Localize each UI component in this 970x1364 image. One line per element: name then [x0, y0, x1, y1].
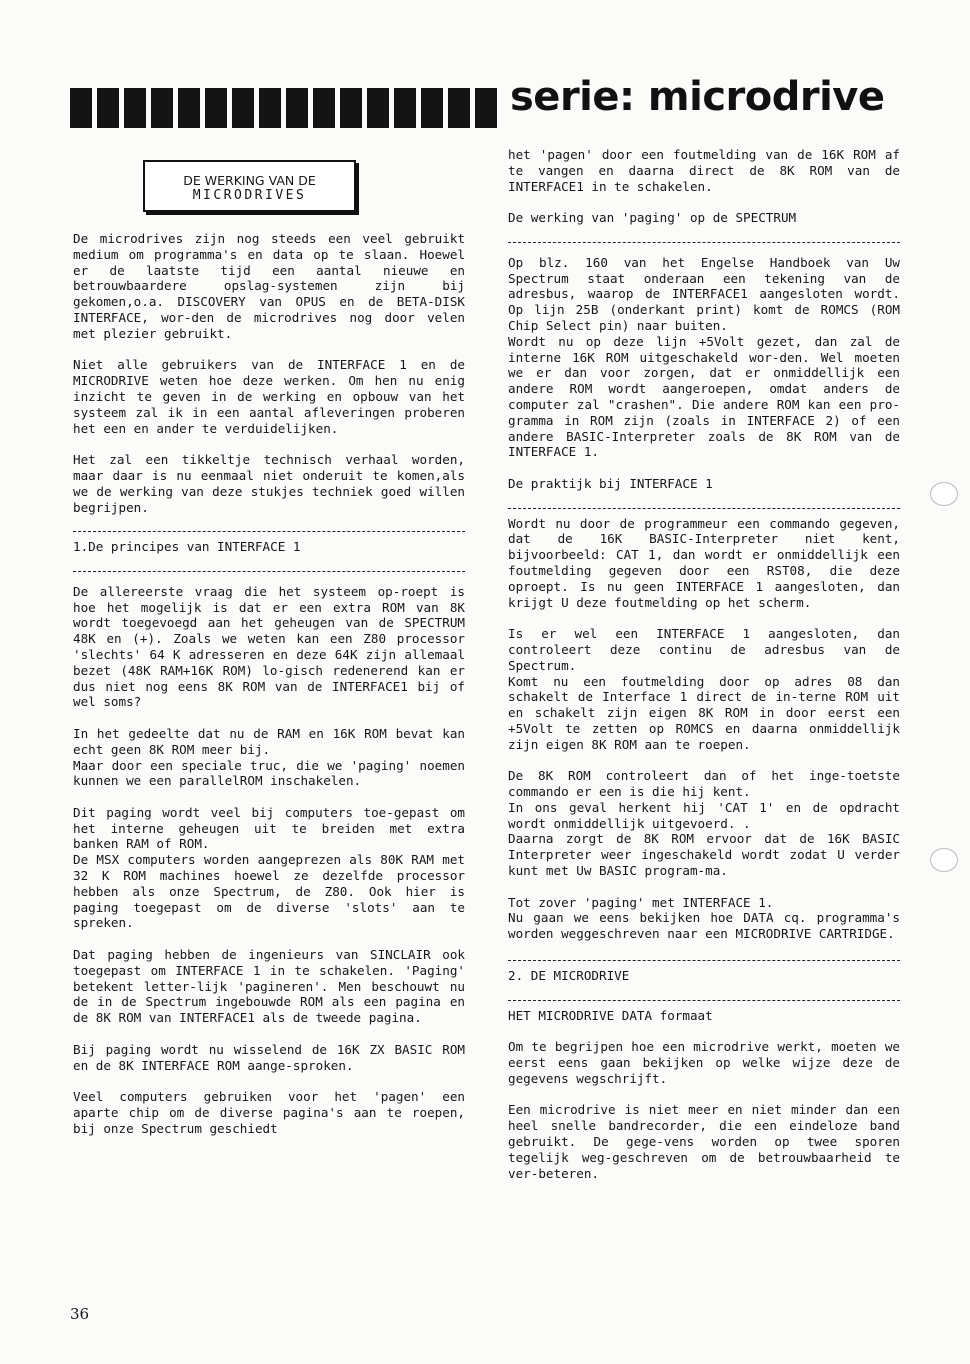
paragraph: In het gedeelte dat nu de RAM en 16K ROM bevat kan echt geen 8K ROM meer bij. — [73, 725, 465, 757]
dashed-rule — [73, 571, 465, 572]
paragraph: Veel computers gebruiken voor het 'pagen' een aparte chip om de diverse pagina's aan te roepen, bij onze Spectrum geschiedt — [73, 1089, 465, 1136]
bar — [313, 88, 335, 128]
binder-hole — [930, 848, 958, 872]
paragraph: Is er wel een INTERFACE 1 aangesloten, dan controleert deze continu de adresbus van de Spectrum. — [508, 626, 900, 673]
paragraph: het 'pagen' door een foutmelding van de 16K ROM af te vangen en daarna direct de 8K ROM van de INTERFACE1 in te schakelen. — [508, 147, 900, 194]
dashed-rule — [508, 242, 900, 243]
paragraph: Dat paging hebben de ingenieurs van SINCLAIR ook toegepast om INTERFACE 1 in te schakelen. 'Paging' betekent letter-lijk 'pagineren'. Men beschouwt nu de in de Spectrum ingebouwde ROM als een pagina en de 8K ROM van INTERFACE1 als de tweede pagina. — [73, 947, 465, 1026]
paragraph: Het zal een tikkeltje technisch verhaal worden, maar daar is nu eenmaal niet onderuit te komen,als we de werking van deze stukjes techniek goed willen begrijpen. — [73, 452, 465, 515]
section-heading: De werking van 'paging' op de SPECTRUM — [508, 210, 797, 226]
paragraph: Op blz. 160 van het Engelse Handboek van Uw Spectrum staat onderaan een tekening van de adresbus, waarop de INTERFACE1 aangesloten wordt. Op lijn 25B (onderkant print) komt de ROMCS (ROM Chip Select pin) naar buiten. — [508, 254, 900, 333]
section-heading: 2. DE MICRODRIVE — [508, 968, 630, 984]
dashed-rule — [508, 960, 900, 961]
bar — [70, 88, 92, 128]
bar — [475, 88, 497, 128]
paragraph: Wordt nu door de programmeur een commando gegeven, dat de 16K BASIC-Interpreter niet kent, bijvoorbeeld: CAT 1, dan wordt er onmiddellijk een foutmelding gegeven door een RST08, die deze oproept. Is nu geen INTERFACE 1 aangesloten, dan krijgt U deze foutmelding op het scherm. — [508, 515, 900, 610]
decorative-bars — [70, 88, 497, 128]
paragraph: Wordt nu op deze lijn +5Volt gezet, dan zal de interne 16K ROM uitgeschakeld wor-den. Wel moeten we er dan voor zorgen, dat er onmiddellijk een andere ROM wordt aangeroepen, omdat anders de computer zal "crashen". Die andere ROM kan een pro-gramma in ROM zijn (zoals in INTERFACE 2) of een andere BASIC-Interpreter zoals de 8K ROM van de INTERFACE 1. — [508, 333, 900, 460]
paragraph: Komt nu een foutmelding door op adres 08 dan schakelt de Interface 1 direct de in-terne ROM uit en schakelt zijn eigen 8K ROM in door eerst een +5Volt te zetten op ROMCS en daarna onmiddellijk zijn eigen 8K ROM aan te roepen. — [508, 673, 900, 752]
bar — [340, 88, 362, 128]
dashed-rule — [73, 531, 465, 532]
section-heading: 1.De principes van INTERFACE 1 — [73, 539, 301, 555]
article-title-line2: MICRODRIVES — [192, 188, 307, 203]
paragraph: De MSX computers worden aangeprezen als 80K RAM met 32 K ROM machines hoewel ze dezelfde processor hebben als onze Spectrum, de Z80. Ook hier is paging toegepast om de diverse 'slots' aan te spreken. — [73, 852, 465, 931]
bar — [367, 88, 389, 128]
series-title: serie: microdrive — [510, 74, 885, 120]
left-column — [73, 231, 465, 1152]
bar — [421, 88, 443, 128]
bar — [205, 88, 227, 128]
paragraph: Een microdrive is niet meer en niet minder dan een heel snelle bandrecorder, die een eindeloze band gebruikt. De gege-vens worden op twee sporen tegelijk weg-geschreven om de betrouwbaarheid te ver-beteren. — [508, 1102, 900, 1181]
paragraph: De 8K ROM controleert dan of het inge-toetste commando er een is die hij kent. — [508, 768, 900, 800]
paragraph: De microdrives zijn nog steeds een veel gebruikt medium om programma's en data op te slaan. Hoewel er de laatste tijd een aantal nieuwe en betrouwbaardere opslag-systemen zijn bij gekomen,o.a. DISCOVERY van OPUS en de BETA-DISK INTERFACE, wor-den de microdrives nog door velen met plezier gebruikt. — [73, 231, 465, 341]
paragraph: Maar door een speciale truc, die we 'paging' noemen kunnen we een parallelROM inschakelen. — [73, 757, 465, 789]
paragraph: Bij paging wordt nu wisselend de 16K ZX BASIC ROM en de 8K INTERFACE ROM aange-sproken. — [73, 1041, 465, 1073]
paragraph: Tot zover 'paging' met INTERFACE 1. — [508, 894, 774, 910]
section-heading: De praktijk bij INTERFACE 1 — [508, 475, 713, 491]
dashed-rule — [508, 1000, 900, 1001]
paragraph: Nu gaan we eens bekijken hoe DATA cq. programma's worden weggeschreven naar een MICRODRIVE CARTRIDGE. — [508, 910, 900, 942]
bar — [178, 88, 200, 128]
bar — [259, 88, 281, 128]
right-column — [508, 147, 900, 1197]
bar — [286, 88, 308, 128]
paragraph: Dit paging wordt veel bij computers toe-gepast om het interne geheugen uit te breiden met extra banken RAM of ROM. — [73, 804, 465, 852]
article-title-line1: DE WERKING VAN DE — [183, 173, 316, 188]
section-heading: HET MICRODRIVE DATA formaat — [508, 1007, 713, 1023]
paragraph: Daarna zorgt de 8K ROM ervoor dat de 16K BASIC Interpreter weer ingeschakeld wordt zodat U verder kunt met Uw BASIC program-ma. — [508, 831, 900, 879]
paragraph: Om te begrijpen hoe een microdrive werkt, moeten we eerst eens gaan bekijken op welke wijze deze de gegevens wegschrijft. — [508, 1039, 900, 1086]
bar — [97, 88, 119, 128]
paragraph: De allereerste vraag die het systeem op-roept is hoe het mogelijk is dat er een extra ROM van 8K wordt toegevoegd aan het geheugen van de SPECTRUM 48K en (+). Zoals we weten kan een Z80 processor 'slechts' 64 K adresseren en deze 64K zijn allemaal bezet (48K RAM+16K ROM) lo-gisch redenerend kan er dus niet nog eens 8K ROM van de INTERFACE1 bij of wel soms? — [73, 583, 465, 710]
bar — [232, 88, 254, 128]
paragraph: Niet alle gebruikers van de INTERFACE 1 en de MICRODRIVE weten hoe deze werken. Om hen nu enig inzicht te geven in de werking en opbouw van het systeem zal ik in een aantal afleveringen proberen het een en ander te verduidelijken. — [73, 357, 465, 436]
bar — [448, 88, 470, 128]
bar — [394, 88, 416, 128]
bar — [151, 88, 173, 128]
page-number: 36 — [70, 1305, 90, 1323]
binder-hole — [930, 482, 958, 506]
paragraph: In ons geval herkent hij 'CAT 1' en de opdracht wordt onmiddellijk uitgevoerd. . — [508, 799, 900, 831]
article-title-box — [143, 160, 356, 212]
bar — [124, 88, 146, 128]
dashed-rule — [508, 508, 900, 509]
